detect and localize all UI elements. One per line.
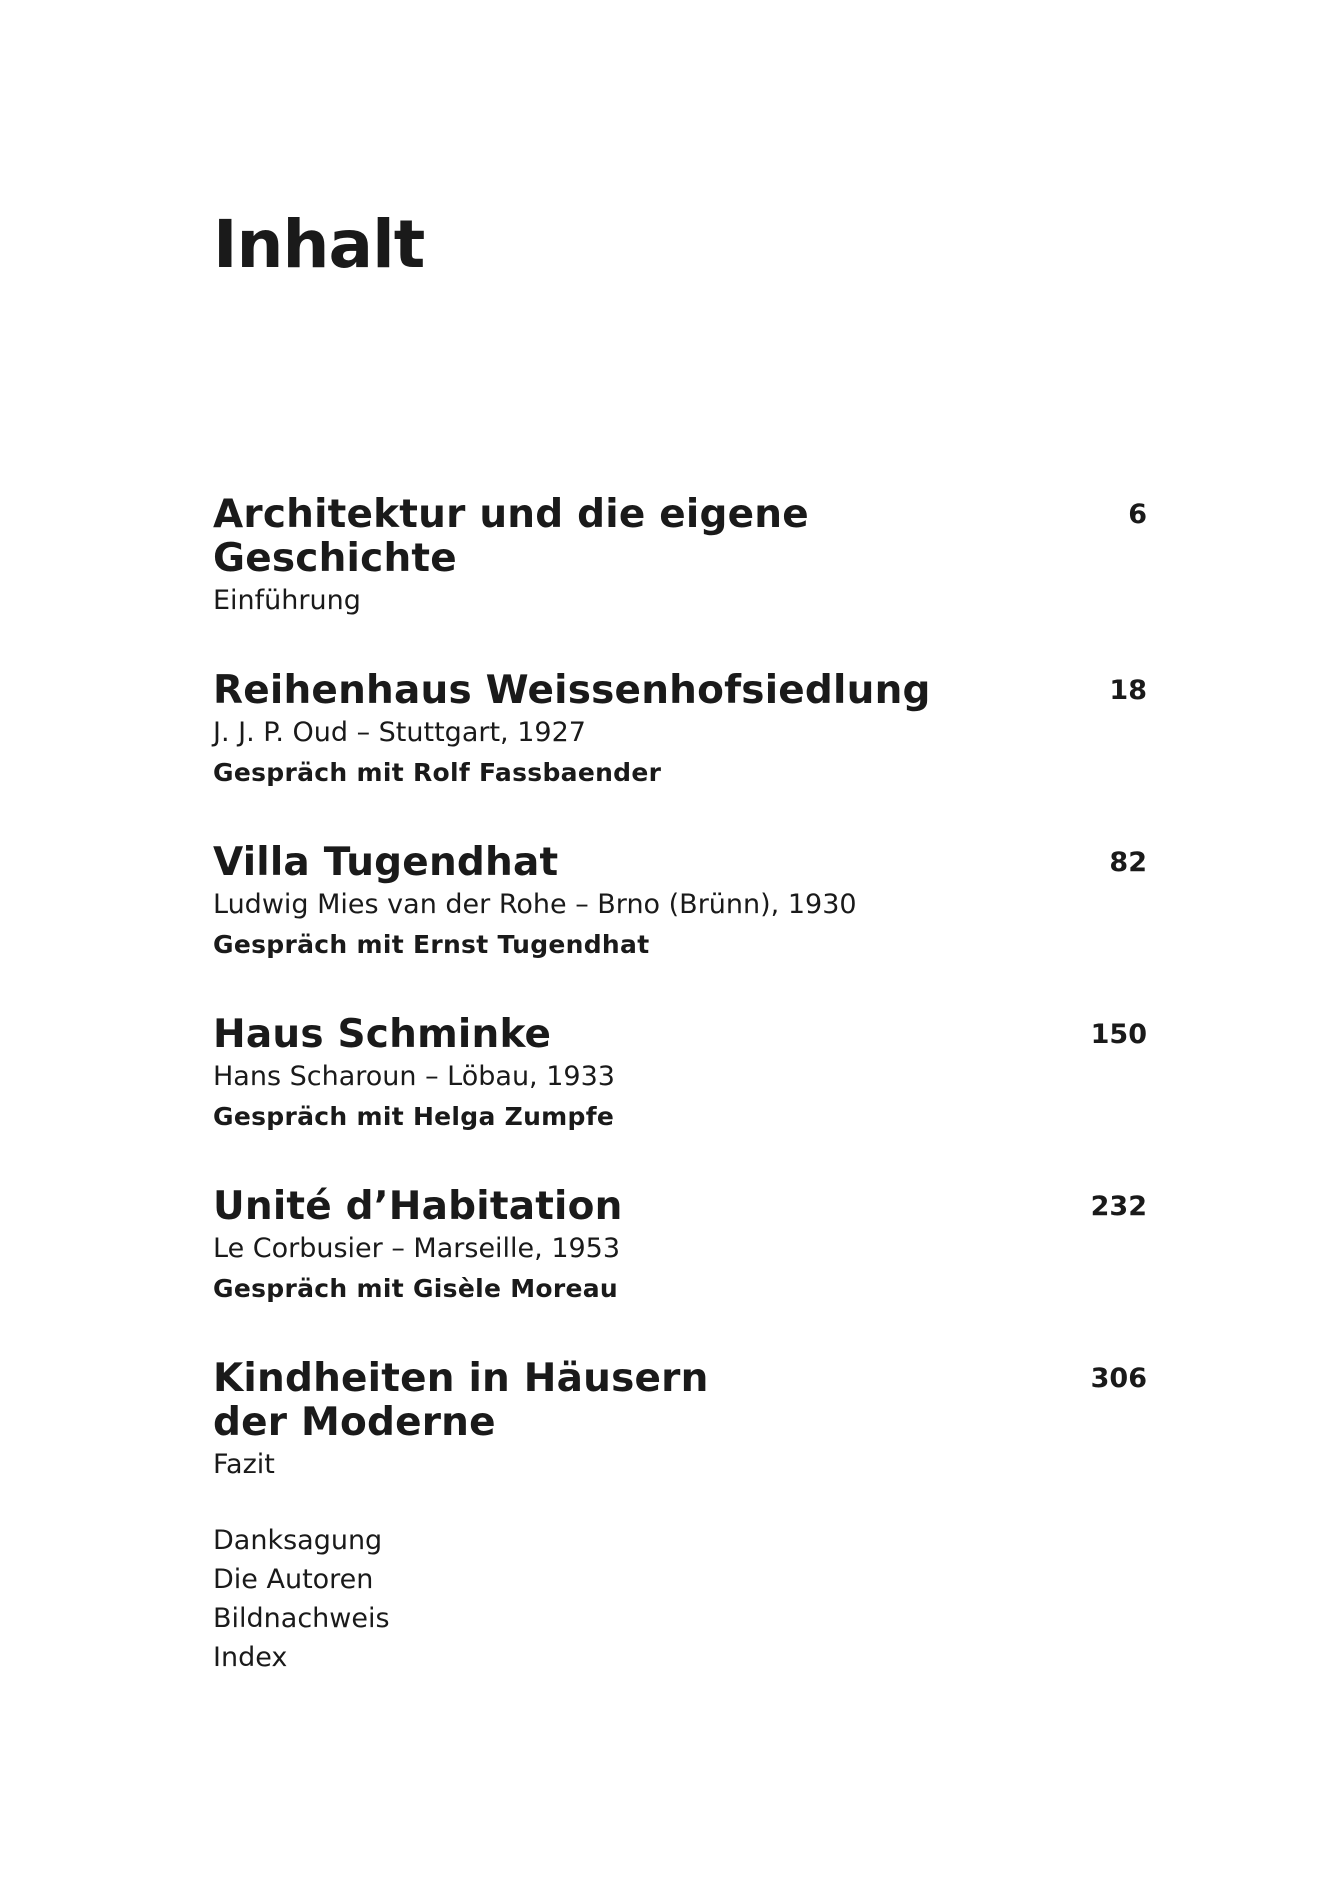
entry-title [213, 1013, 973, 1057]
entry-title-line: Villa Tugendhat [213, 840, 559, 885]
entry-subtitle: Le Corbusier – Marseille, 1953 [213, 1233, 621, 1264]
entry-interview: Gespräch mit Gisèle Moreau [213, 1274, 619, 1303]
entry-title-line: Architektur und die eigene [213, 492, 809, 537]
entry-title-line: Geschichte [213, 536, 457, 581]
entry-title [213, 841, 973, 885]
entry-title-line: Reihenhaus Weissenhofsiedlung [213, 668, 931, 713]
entry-title [213, 493, 973, 581]
entry-title-line: Kindheiten in Häusern [213, 1356, 709, 1401]
entry-page-number: 18 [1109, 675, 1147, 706]
entry-title [213, 1357, 973, 1445]
entry-interview: Gespräch mit Helga Zumpfe [213, 1102, 615, 1131]
entry-subtitle: Fazit [213, 1449, 275, 1480]
entry-page-number: 232 [1090, 1191, 1147, 1222]
toc-entry-architektur [213, 493, 1147, 621]
entry-interview: Gespräch mit Ernst Tugendhat [213, 930, 650, 959]
entry-page-number: 6 [1128, 499, 1147, 530]
entry-title [213, 669, 973, 713]
entry-subtitle: Hans Scharoun – Löbau, 1933 [213, 1061, 615, 1092]
entry-title-line: der Moderne [213, 1400, 496, 1445]
back-matter-item-danksagung: Danksagung [213, 1525, 383, 1556]
table-of-contents [213, 493, 1147, 1533]
entry-page-number: 150 [1090, 1019, 1147, 1050]
entry-title [213, 1185, 973, 1229]
entry-page-number: 82 [1109, 847, 1147, 878]
entry-subtitle: Einführung [213, 585, 361, 616]
entry-title-line: Haus Schminke [213, 1012, 552, 1057]
back-matter-item-autoren: Die Autoren [213, 1564, 374, 1595]
toc-entry-schminke [213, 1013, 1147, 1137]
toc-entry-tugendhat [213, 841, 1147, 965]
toc-entry-unite [213, 1185, 1147, 1309]
back-matter-item-bildnachweis: Bildnachweis [213, 1603, 390, 1634]
toc-entry-weissenhofsiedlung [213, 669, 1147, 793]
entry-subtitle: J. J. P. Oud – Stuttgart, 1927 [213, 717, 586, 748]
back-matter-item-index: Index [213, 1642, 288, 1673]
page-title: Inhalt [213, 206, 425, 283]
entry-page-number: 306 [1090, 1363, 1147, 1394]
entry-interview: Gespräch mit Rolf Fassbaender [213, 758, 662, 787]
entry-title-line: Unité d’Habitation [213, 1184, 623, 1229]
toc-entry-kindheiten [213, 1357, 1147, 1485]
entry-subtitle: Ludwig Mies van der Rohe – Brno (Brünn), 1930 [213, 889, 857, 920]
back-matter-list [213, 1521, 390, 1677]
